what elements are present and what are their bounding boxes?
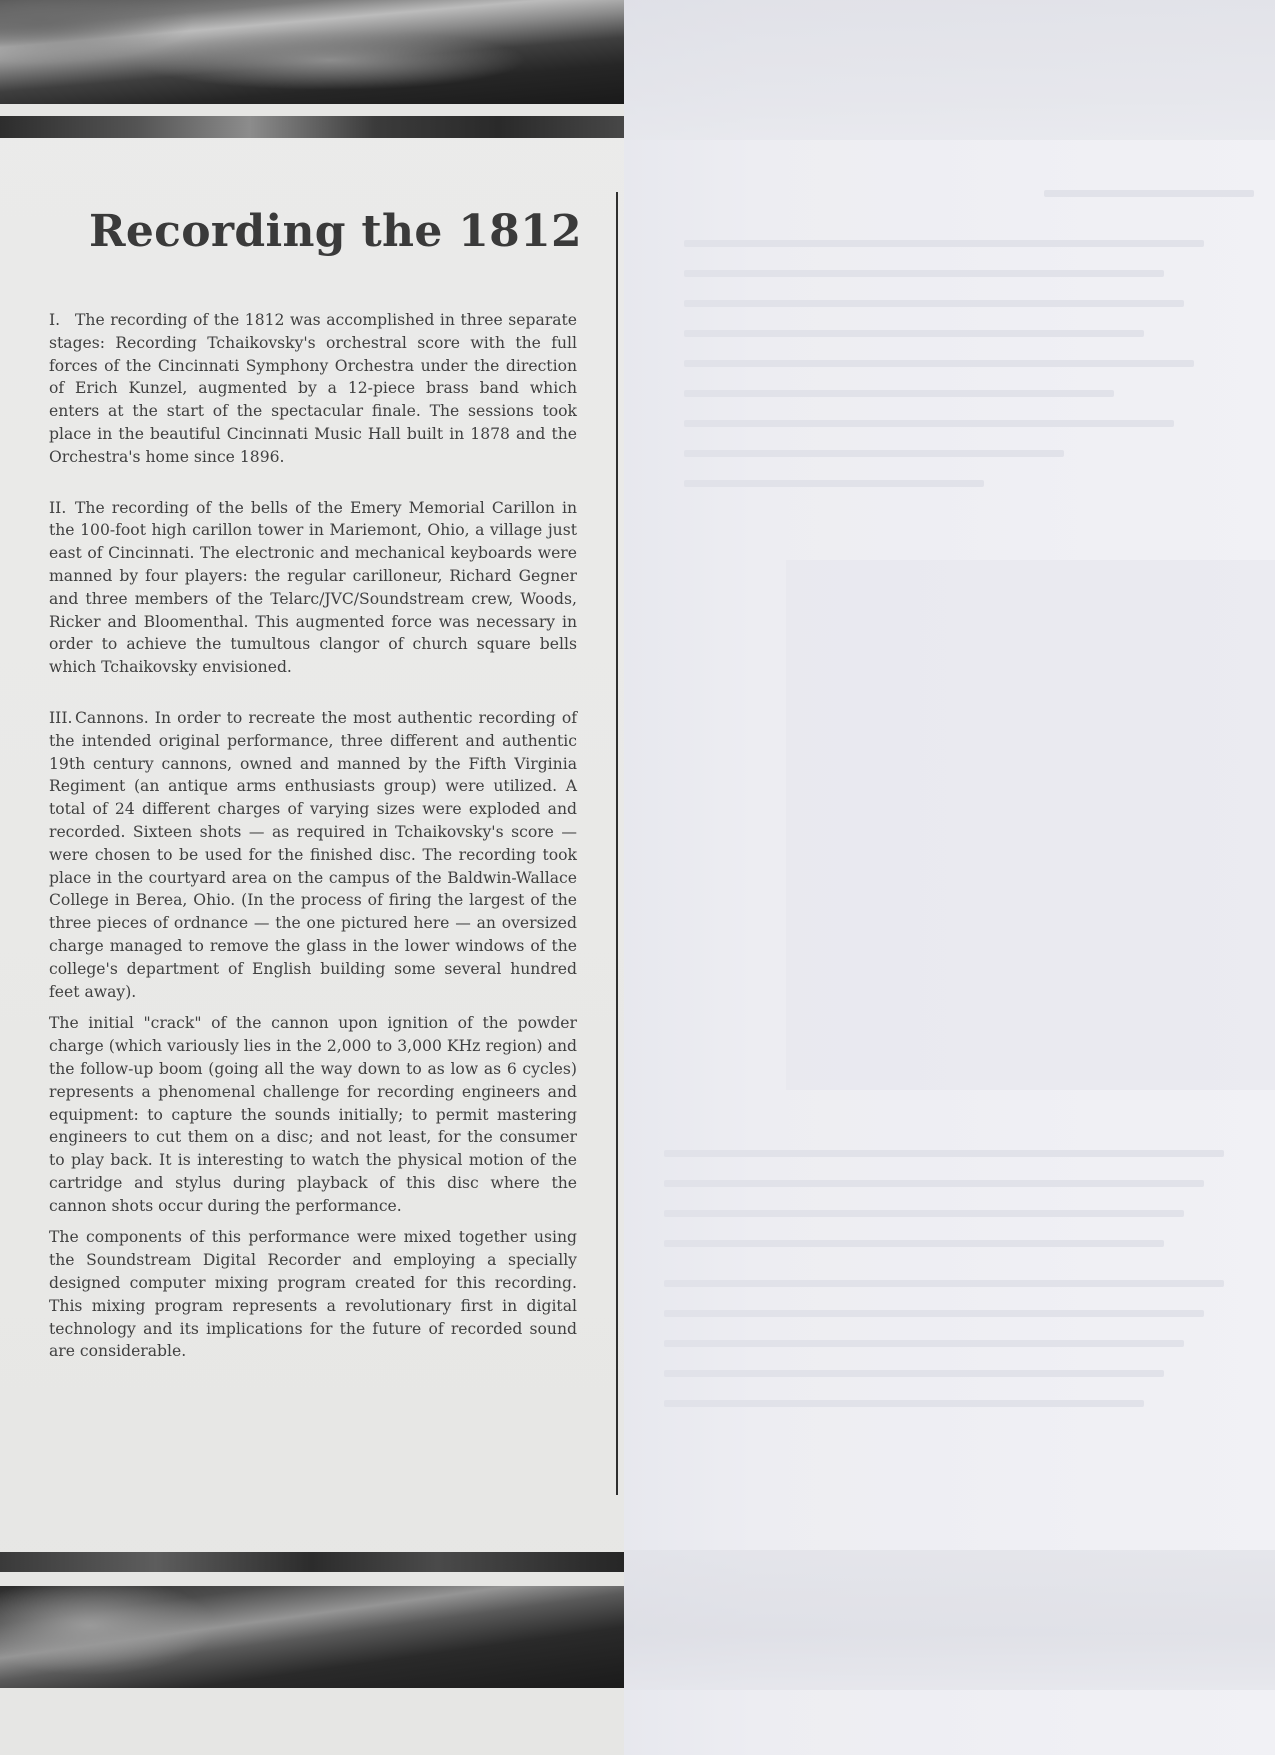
- band-gap: [0, 1572, 624, 1586]
- ghost-text-line: [684, 480, 984, 487]
- section-paragraph: [49, 707, 577, 1003]
- body-paragraph: The components of this performance were mixed together using the Soundstream Digital Recorder and employing a specially designed computer mixing program created for this recording. This mixing program represents a revolutionary first in digital technology and its implications for the future of recorded sound are considerable.: [49, 1228, 577, 1361]
- ghost-text-line: [664, 1180, 1204, 1187]
- ghost-text-line: [664, 1370, 1164, 1377]
- section-paragraph: [49, 497, 577, 679]
- section-text: The recording of the bells of the Emery Memorial Carillon in the 100-foot high carillon tower in Mariemont, Ohio, a village just east of Cincinnati. The electronic and mechanical keyboards were manned by four players: the regular carilloneur, Richard Gegner and three members of the Telarc/JVC/Soundstream crew, Woods, Ricker and Bloomenthal. This augmented force was necessary in order to achieve the tumultous clangor of church square bells which Tchaikovsky envisioned.: [49, 498, 577, 677]
- band-gap: [0, 104, 624, 116]
- page-title: Recording the 1812: [89, 206, 582, 257]
- right-band-bottom-faint: [624, 1550, 1275, 1690]
- section-numeral: III.: [49, 708, 73, 727]
- ghost-text-line: [664, 1240, 1164, 1247]
- marbled-swirl: [0, 1586, 624, 1688]
- marbled-swirl: [0, 0, 624, 104]
- section-numeral: I.: [49, 311, 61, 329]
- decorative-band-top: [0, 0, 624, 140]
- section-text: The recording of the 1812 was accomplished in three separate stages: Recording Tchaikovsky's orchestral score with the full forces of the Cincinnati Symphony Orchestra under the direction of Erich Kunzel, augmented by a 12-piece brass band which enters at the start of the spectacular finale. The sessions took place in the beautiful Cincinnati Music Hall built in 1878 and the Orchestra's home since 1896.: [49, 311, 577, 466]
- ghost-text-line: [684, 360, 1194, 367]
- ghost-text-line: [664, 1210, 1184, 1217]
- ghost-text-line: [684, 300, 1184, 307]
- ghost-text-line: [664, 1400, 1144, 1407]
- ghost-text-line: [684, 420, 1174, 427]
- ghost-text-line: [664, 1310, 1204, 1317]
- right-band-top-faint: [624, 0, 1275, 140]
- ghost-text-line: [664, 1150, 1224, 1157]
- ghost-photo-area: [786, 560, 1275, 1090]
- ghost-text-line: [684, 240, 1204, 247]
- marbled-strip: [0, 1552, 624, 1572]
- body-paragraph: The initial "crack" of the cannon upon ignition of the powder charge (which variously lies in the 2,000 to 3,000 KHz region) and the follow-up boom (going all the way down to as low as 6 cycles) represents a phenomenal challenge for recording engineers and equipment: to capture the sounds initially; to permit mastering engineers to cut them on a disc; and not least, for the consumer to play back. It is interesting to watch the physical motion of the cartridge and stylus during playback of this disc where the cannon shots occur during the performance.: [49, 1014, 577, 1215]
- ghost-text-line: [664, 1280, 1224, 1287]
- article-body: [49, 309, 577, 1363]
- ghost-text-line: [664, 1340, 1184, 1347]
- decorative-band-bottom: [0, 1550, 624, 1690]
- section-numeral: II.: [49, 498, 67, 517]
- marbled-strip: [0, 116, 624, 138]
- ghost-text-line: [684, 390, 1114, 397]
- ghost-text-line: [1044, 190, 1254, 197]
- ghost-text-line: [684, 270, 1164, 277]
- section-paragraph: [49, 309, 577, 469]
- section-text: Cannons. In order to recreate the most authentic recording of the intended original performance, three different and authentic 19th century cannons, owned and manned by the Fifth Virginia Regiment (an antique arms enthusiasts group) were utilized. A total of 24 different charges of varying sizes were exploded and recorded. Sixteen shots — as required in Tchaikovsky's score — were chosen to be used for the finished disc. The recording took place in the courtyard area on the campus of the Baldwin-Wallace College in Berea, Ohio. (In the process of firing the largest of the three pieces of ordnance — the one pictured here — an oversized charge managed to remove the glass in the lower windows of the college's department of English building some several hundred feet away).: [49, 708, 577, 1001]
- ghost-text-line: [684, 330, 1144, 337]
- vertical-rule: [616, 192, 618, 1495]
- ghost-text-line: [684, 450, 1064, 457]
